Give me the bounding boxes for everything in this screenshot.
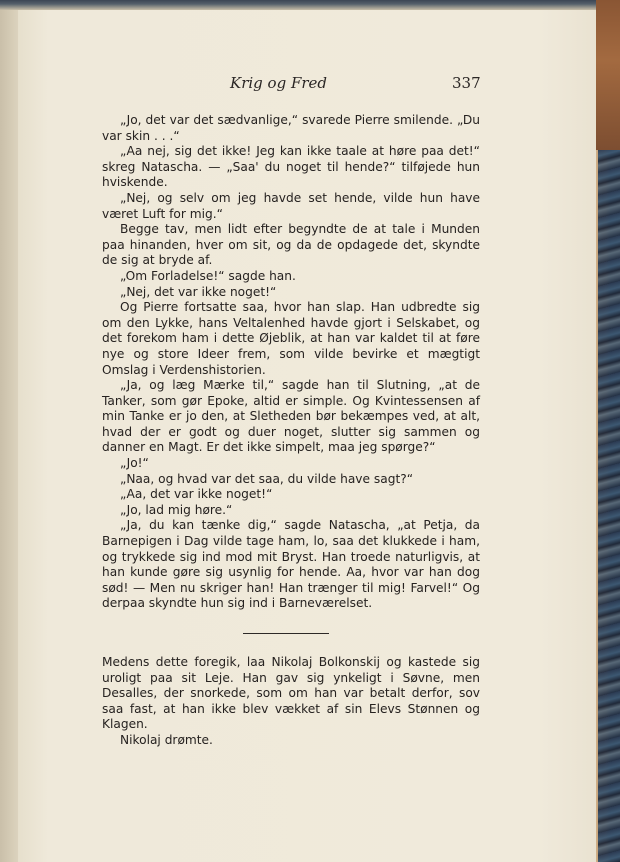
paragraph: „Nej, det var ikke noget!“ xyxy=(120,284,277,299)
top-edge xyxy=(0,0,620,10)
page-number: 337 xyxy=(452,74,481,92)
paragraph: „Jo, det var det sædvanlige,“ svarede Pierre smilende. „Du var skin . . .“ xyxy=(102,113,480,143)
running-header xyxy=(230,74,327,92)
paragraph: „Ja, og læg Mærke til,“ sagde han til Slutning, „at de Tanker, som gør Epoke, altid er simple. Og Kvintessensen af min Tanke er jo den, at Sletheden bør bekæmpes ved, at alt, hvad der er godt og duer noget, slutter sig sammen og danner en Magt. Er det ikke simpelt, maa jeg spørge?“ xyxy=(102,378,480,455)
paragraph: Nikolaj drømte. xyxy=(120,732,213,747)
section-text xyxy=(102,655,480,749)
paragraph: „Jo, lad mig høre.“ xyxy=(120,502,233,517)
paragraph: „Nej, og selv om jeg havde set hende, vilde hun have været Luft for mig.“ xyxy=(102,190,480,221)
main-text xyxy=(102,113,480,612)
paragraph: Begge tav, men lidt efter begyndte de at tale i Munden paa hinanden, hver om sit, og da de opdagede det, skyndte de sig at bryde af. xyxy=(102,222,480,268)
paragraph: „Jo!“ xyxy=(120,456,149,471)
paragraph: „Om Forladelse!“ sagde han. xyxy=(120,268,296,283)
paragraph: „Aa nej, sig det ikke! Jeg kan ikke taale at høre paa det!“ skreg Natascha. — „Saa' du noget til hende?“ tilføjede hun hviskende. xyxy=(102,144,480,190)
book-cover-edge xyxy=(596,0,620,150)
section-divider xyxy=(243,633,329,634)
marbled-endpaper xyxy=(598,150,620,862)
paragraph: „Naa, og hvad var det saa, du vilde have sagt?“ xyxy=(120,471,414,486)
running-title: Krig og Fred xyxy=(230,74,328,92)
paragraph: „Aa, det var ikke noget!“ xyxy=(120,487,273,502)
paragraph: Medens dette foregik, laa Nikolaj Bolkonskij og kastede sig uroligt paa sit Leje. Han gav sig ynkeligt i Søvne, men Desalles, der snorkede, som om han var betalt derfor, sov saa fast, at han ikke blev vækket af sin Elevs Stønnen og Klagen. xyxy=(102,655,480,732)
paragraph: „Ja, du kan tænke dig,“ sagde Natascha, „at Petja, da Barnepigen i Dag vilde tage ham, lo, saa det klukkede i ham, og trykkede sig ind mod mit Bryst. Han troede naturligvis, at han kunde gøre sig usynlig for hende. Aa, hvor var han dog sød! — Men nu skriger han! Han trænger til mig! Farvel!“ Og derpaa skyndte hun sig ind i Barneværelset. xyxy=(102,518,480,611)
paragraph: Og Pierre fortsatte saa, hvor han slap. Han udbredte sig om den Lykke, hans Veltalenhed havde gjort i Selskabet, og det forekom ham i dette Øjeblik, at han var kaldet til at føre nye og store Ideer frem, som vilde bevirke et mægtigt Omslag i Verdenshistorien. xyxy=(102,300,480,377)
